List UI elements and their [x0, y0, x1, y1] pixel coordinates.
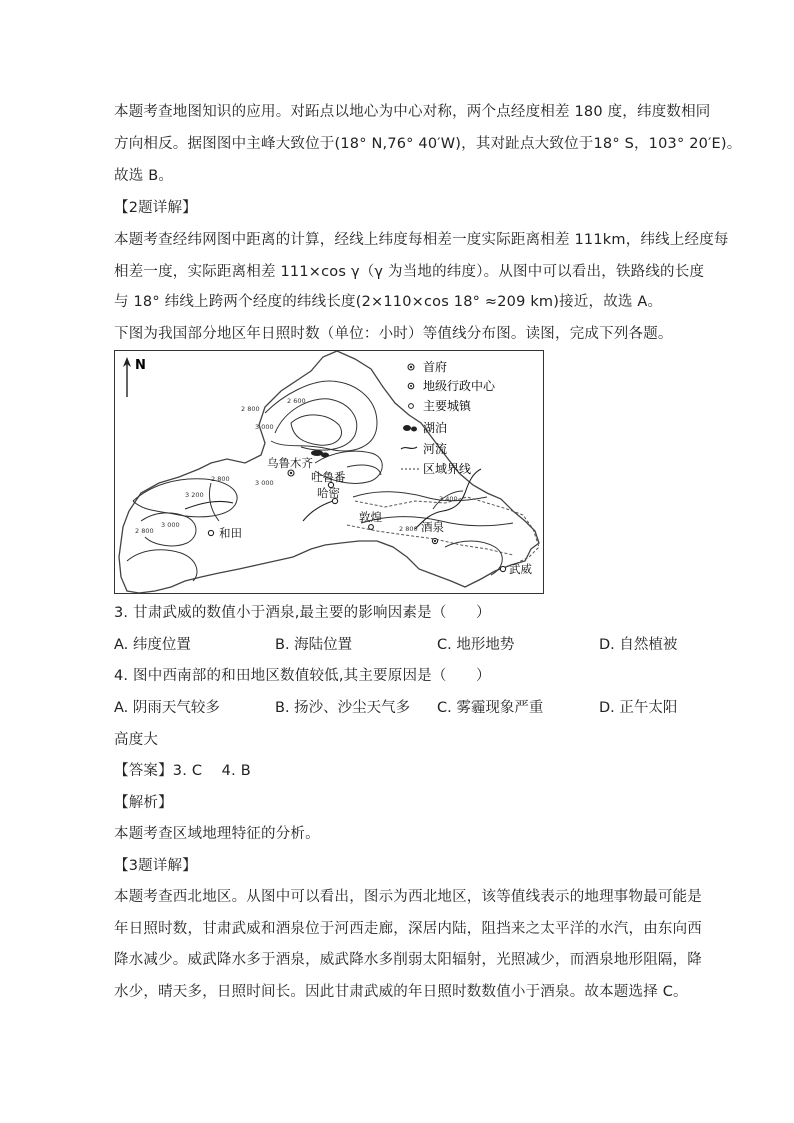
isoline-label: 2 800	[135, 527, 154, 535]
map-figure	[115, 351, 544, 594]
analysis-heading: 【解析】	[114, 795, 173, 811]
isoline	[353, 492, 487, 501]
answer-line: 【答案】3. C 4. B	[114, 763, 251, 779]
place-wuwei: 武威	[509, 562, 532, 576]
isoline	[291, 415, 342, 445]
q3-option-c: C. 地形地势	[437, 637, 515, 653]
lake-icon	[311, 450, 329, 458]
place-hami: 哈密	[317, 486, 340, 500]
river-legend-icon	[401, 447, 417, 449]
paragraph-line: 与 18° 纬线上跨两个经度的纬线长度(2×110×cos 18° ≈209 km)接近，故选 A。	[114, 294, 663, 310]
isoline-label: 2 600	[287, 397, 306, 405]
isoline	[445, 541, 502, 575]
question-4: 4. 图中西南部的和田地区数值较低,其主要原因是（ ）	[114, 668, 491, 684]
isoline	[127, 550, 197, 581]
river	[185, 501, 233, 509]
question-3: 3. 甘肃武威的数值小于酒泉,最主要的影响因素是（ ）	[114, 605, 491, 621]
paragraph-line: 相差一度，实际距离相差 111×cos γ（γ 为当地的纬度）。从图中可以看出，铁路线的长度	[114, 264, 705, 280]
place-urumqi: 乌鲁木齐	[267, 456, 313, 470]
isoline-label: 3 200	[185, 491, 204, 499]
legend-prefecture: 地级行政中心	[423, 379, 496, 393]
section-heading: 【3题详解】	[114, 858, 197, 874]
isoline-label: 3 400	[439, 495, 458, 503]
q3-option-a: A. 纬度位置	[114, 637, 191, 653]
paragraph-line: 水少，晴天多，日照时间长。因此甘肃武威的年日照时数数值小于酒泉。故本题选择 C。	[114, 984, 688, 1000]
isoline	[347, 465, 381, 475]
q4-option-a: A. 阴雨天气较多	[114, 700, 220, 716]
place-hotan: 和田	[219, 526, 242, 540]
north-arrow-icon	[123, 357, 131, 397]
river	[303, 501, 333, 521]
paragraph-line: 本题考查地图知识的应用。对跖点以地心为中心对称，两个点经度相差 180 度，纬度数相同	[114, 104, 711, 120]
paragraph-line: 本题考查区域地理特征的分析。	[114, 826, 320, 842]
q4-option-d-cont: 高度大	[114, 732, 159, 748]
isoline-label: 2 800	[399, 525, 418, 533]
isoline-label: 3 000	[255, 423, 274, 431]
north-label: N	[135, 358, 146, 373]
legend-boundary: 区域界线	[423, 462, 472, 476]
isoline-label: 2 800	[241, 405, 260, 413]
place-dunhuang: 敦煌	[359, 510, 382, 524]
legend-capital: 首府	[423, 360, 448, 374]
paragraph-line: 本题考查经纬网图中距离的计算，经线上纬度每相差一度实际距离相差 111km，纬线上经度每	[114, 232, 729, 248]
q4-option-b: B. 扬沙、沙尘天气多	[275, 700, 411, 716]
paragraph-line: 方向相反。据图图中主峰大致位于(18° N,76° 40′W)，其对趾点大致位于18° S，103° 20′E)。	[114, 136, 742, 152]
paragraph-line: 本题考查西北地区。从图中可以看出，图示为西北地区，该等值线表示的地理事物最可能是	[114, 889, 702, 905]
isoline-label: 2 800	[211, 475, 230, 483]
lake-legend-icon	[403, 425, 417, 432]
legend-town: 主要城镇	[423, 399, 472, 413]
isoline	[275, 399, 357, 450]
paragraph-line: 降水减少。威武降水多于酒泉，威武降水多削弱太阳辐射，光照减少，而酒泉地形阻隔，降	[114, 952, 702, 968]
place-jiuquan: 酒泉	[421, 520, 444, 534]
town-legend-icon	[409, 404, 414, 409]
q3-option-b: B. 海陆位置	[275, 637, 353, 653]
paragraph-line: 年日照时数，甘肃武威和酒泉位于河西走廊，深居内陆，阻挡来之太平洋的水汽，由东向西	[114, 921, 702, 937]
legend-lake: 湖泊	[423, 421, 448, 435]
q3-option-d: D. 自然植被	[599, 637, 678, 653]
q4-option-d: D. 正午太阳	[599, 700, 678, 716]
wuwei-marker	[500, 566, 505, 571]
q4-option-c: C. 雾霾现象严重	[437, 700, 544, 716]
paragraph-line: 故选 B。	[114, 168, 174, 184]
isoline-label: 3 000	[255, 479, 274, 487]
figure-intro: 下图为我国部分地区年日照时数（单位：小时）等值线分布图。读图，完成下列各题。	[114, 326, 673, 342]
legend-river: 河流	[423, 442, 448, 456]
hotan-marker	[208, 530, 213, 535]
sunshine-isoline-map	[114, 350, 544, 594]
place-turpan: 吐鲁番	[311, 470, 346, 484]
dunhuang-marker	[369, 525, 374, 530]
isoline-label: 3 000	[161, 521, 180, 529]
section-heading: 【2题详解】	[114, 200, 197, 216]
